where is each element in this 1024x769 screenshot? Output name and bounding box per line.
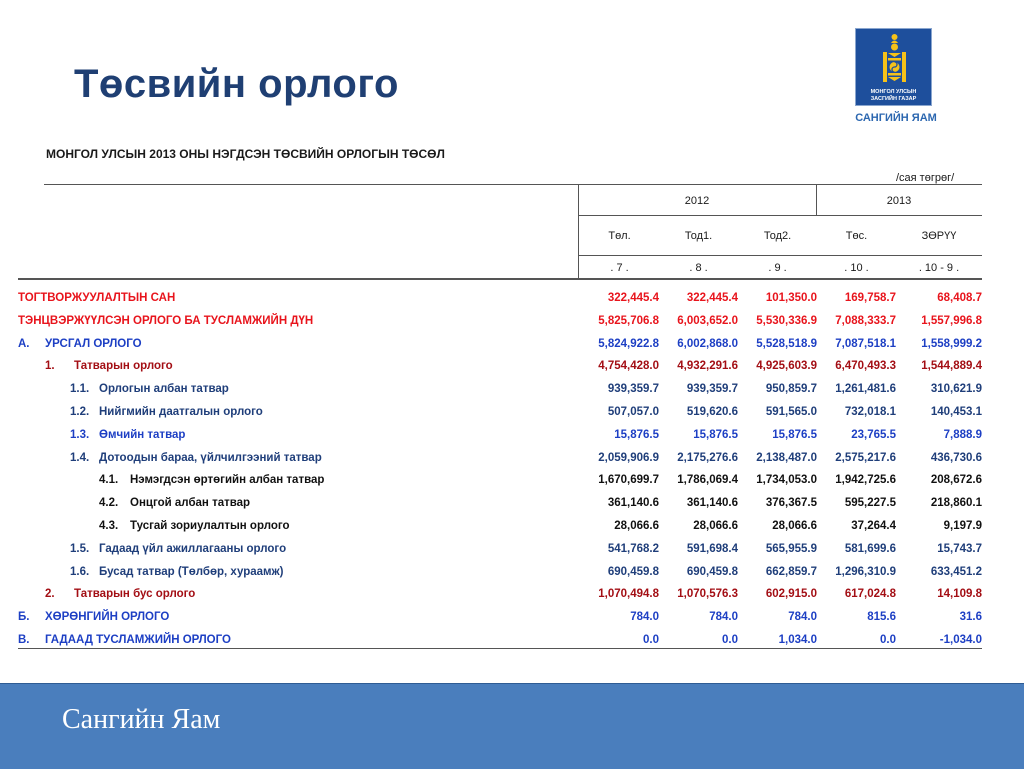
row-value: 5,825,706.8 [598, 314, 659, 327]
row-value: 662,859.7 [765, 565, 817, 578]
row-code: 1.3. [70, 428, 90, 441]
row-value: 218,860.1 [930, 497, 982, 510]
row-code: 1.5. [70, 542, 90, 555]
row-value: 541,768.2 [607, 542, 659, 555]
row-label: Нэмэгдсэн өртөгийн албан татвар [130, 474, 325, 487]
row-value: 6,002,868.0 [677, 337, 738, 350]
row-value: 208,672.6 [930, 474, 982, 487]
row-value: 595,227.5 [844, 497, 896, 510]
row-value: 1,734,053.0 [756, 474, 817, 487]
row-value: 1,786,069.4 [677, 474, 738, 487]
row-value: 6,003,652.0 [677, 314, 738, 327]
row-value: 1,296,310.9 [835, 565, 896, 578]
row-value: 690,459.8 [607, 565, 659, 578]
row-value: 31.6 [959, 611, 982, 624]
row-value: 507,057.0 [607, 406, 659, 418]
table-row [18, 474, 982, 497]
row-value: 950,859.7 [765, 383, 817, 396]
row-label: Дотоодын бараа, үйлчилгээний татвар [99, 451, 322, 464]
row-value: 6,470,493.3 [835, 360, 896, 373]
row-value: -1,034.0 [939, 634, 982, 646]
row-label: ТОГТВОРЖУУЛАЛТЫН САН [18, 292, 176, 304]
table-bottom-line [18, 648, 982, 649]
row-label: Татварын бус орлого [74, 588, 196, 601]
row-label: Нийгмийн даатгалын орлого [99, 406, 263, 418]
col-index: . 10 - 9 . [918, 262, 960, 274]
table-row [18, 611, 982, 634]
col-index: . 8 . [689, 262, 708, 274]
row-label: Бусад татвар (Төлбөр, хураамж) [99, 565, 284, 578]
row-label: Орлогын албан татвар [99, 383, 229, 396]
row-value: 4,754,428.0 [598, 360, 659, 373]
row-code: В. [18, 634, 30, 646]
row-value: 436,730.6 [930, 451, 982, 464]
table-row [18, 292, 982, 315]
row-value: 0.0 [722, 634, 738, 646]
row-code: 4.1. [99, 474, 119, 487]
row-label: УРСГАЛ ОРЛОГО [45, 337, 142, 350]
row-label: Тусгай зориулалтын орлого [130, 520, 290, 532]
col-header: Төл. [608, 230, 631, 242]
row-value: 519,620.6 [686, 406, 738, 418]
row-value: 4,932,291.6 [677, 360, 738, 373]
table-row [18, 452, 982, 475]
row-value: 602,915.0 [765, 588, 817, 601]
row-value: 1,070,494.8 [598, 588, 659, 601]
row-value: 0.0 [880, 634, 896, 646]
row-label: Гадаад үйл ажиллагааны орлого [99, 542, 287, 555]
row-value: 140,453.1 [930, 406, 982, 418]
row-value: 1,261,481.6 [835, 383, 896, 396]
row-value: 2,575,217.6 [835, 451, 896, 464]
row-value: 784.0 [709, 611, 738, 624]
row-code: A. [18, 337, 30, 350]
row-value: 732,018.1 [844, 406, 896, 418]
row-value: 690,459.8 [686, 565, 738, 578]
row-value: 1,544,889.4 [921, 360, 982, 373]
row-code: Б. [18, 611, 30, 624]
row-code: 1.1. [70, 383, 90, 396]
row-value: 784.0 [630, 611, 659, 624]
row-code: 1.2. [70, 406, 90, 418]
row-value: 1,558,999.2 [921, 337, 982, 350]
table-row [18, 588, 982, 611]
table-row [18, 360, 982, 383]
col-index: . 7 . [610, 262, 629, 274]
government-logo [855, 28, 932, 106]
table-title: МОНГОЛ УЛСЫН 2013 ОНЫ НЭГДСЭН ТӨСВИЙН ОРЛОГЫН ТӨСӨЛ [46, 147, 445, 161]
row-code: 4.2. [99, 497, 119, 510]
row-value: 2,175,276.6 [677, 451, 738, 464]
row-value: 322,445.4 [686, 292, 738, 304]
row-value: 5,824,922.8 [598, 337, 659, 350]
row-label: Онцгой албан татвар [130, 497, 251, 510]
table-row [18, 566, 982, 589]
col-index: . 9 . [768, 262, 787, 274]
table-row [18, 315, 982, 338]
header-year-line [578, 215, 982, 216]
row-value: 361,140.6 [686, 497, 738, 510]
row-value: 5,528,518.9 [756, 337, 817, 350]
row-value: 939,359.7 [607, 383, 659, 396]
row-label: Өмчийн татвар [99, 428, 186, 441]
footer-ministry-name: Сангийн Яам [62, 704, 221, 735]
table-row [18, 406, 982, 429]
row-label: ХӨРӨНГИЙН ОРЛОГО [45, 611, 170, 624]
row-label: ГАДААД ТУСЛАМЖИЙН ОРЛОГО [45, 634, 231, 646]
header-bottom-line [18, 278, 982, 280]
row-value: 815.6 [867, 611, 896, 624]
row-value: 1,070,576.3 [677, 588, 738, 601]
footer-bar [0, 683, 1024, 769]
row-value: 23,765.5 [851, 428, 896, 441]
row-value: 101,350.0 [765, 292, 817, 304]
row-value: 28,066.6 [614, 520, 659, 532]
row-value: 1,942,725.6 [835, 474, 896, 487]
logo-caption-line1: МОНГОЛ УЛСЫН [870, 89, 917, 95]
row-value: 591,698.4 [686, 542, 738, 555]
row-value: 15,876.5 [614, 428, 659, 441]
col-header: Төс. [845, 230, 868, 242]
row-value: 15,876.5 [772, 428, 817, 441]
table-row [18, 429, 982, 452]
col-header: Тод1. [684, 230, 713, 242]
row-value: 0.0 [643, 634, 659, 646]
row-value: 2,059,906.9 [598, 451, 659, 464]
row-label: ТЭНЦВЭРЖҮҮЛСЭН ОРЛОГО БА ТУСЛАМЖИЙН ДҮН [18, 314, 314, 327]
row-value: 4,925,603.9 [756, 360, 817, 373]
row-value: 376,367.5 [765, 497, 817, 510]
row-value: 1,670,699.7 [598, 474, 659, 487]
table-row [18, 338, 982, 361]
row-value: 14,109.8 [937, 588, 982, 601]
row-value: 1,034.0 [778, 634, 817, 646]
row-value: 37,264.4 [851, 520, 896, 532]
row-value: 68,408.7 [937, 292, 982, 304]
col-index: . 10 . [844, 262, 869, 274]
unit-label: /сая төгрөг/ [896, 172, 955, 184]
row-value: 581,699.6 [844, 542, 896, 555]
row-value: 15,876.5 [693, 428, 738, 441]
row-value: 784.0 [788, 611, 817, 624]
row-value: 633,451.2 [930, 565, 982, 578]
table-row [18, 383, 982, 406]
table-row [18, 497, 982, 520]
logo-caption-line2: ЗАСГИЙН ГАЗАР [870, 96, 917, 102]
row-code: 1. [45, 360, 55, 373]
year-2013-header: 2013 [886, 195, 912, 207]
row-value: 169,758.7 [844, 292, 896, 304]
row-value: 310,621.9 [930, 383, 982, 396]
row-value: 617,024.8 [844, 588, 896, 601]
row-value: 5,530,336.9 [756, 314, 817, 327]
col-header: Тод2. [763, 230, 792, 242]
row-value: 28,066.6 [772, 520, 817, 532]
row-value: 7,888.9 [943, 428, 982, 441]
table-row [18, 634, 982, 657]
row-value: 2,138,487.0 [756, 451, 817, 464]
row-value: 1,557,996.8 [921, 314, 982, 327]
row-code: 1.6. [70, 565, 90, 578]
row-value: 15,743.7 [937, 542, 982, 555]
soyombo-emblem-icon [856, 29, 933, 91]
page-title: Төсвийн орлого [74, 62, 399, 106]
row-value: 7,088,333.7 [835, 314, 896, 327]
table-row [18, 543, 982, 566]
row-value: 939,359.7 [686, 383, 738, 396]
row-value: 591,565.0 [765, 406, 817, 418]
table-row [18, 520, 982, 543]
row-code: 4.3. [99, 520, 119, 532]
header-col-line [578, 255, 982, 256]
row-value: 7,087,518.1 [835, 337, 896, 350]
ministry-name: САНГИЙН ЯАМ [855, 112, 937, 124]
row-value: 9,197.9 [943, 520, 982, 532]
row-value: 565,955.9 [765, 542, 817, 555]
row-label: Татварын орлого [74, 360, 173, 373]
header-top-line [44, 184, 982, 185]
row-code: 2. [45, 588, 55, 601]
row-value: 361,140.6 [607, 497, 659, 510]
row-code: 1.4. [70, 451, 90, 464]
col-header: ЗӨРҮҮ [921, 230, 957, 242]
row-value: 28,066.6 [693, 520, 738, 532]
year-2012-header: 2012 [684, 195, 710, 207]
row-value: 322,445.4 [607, 292, 659, 304]
